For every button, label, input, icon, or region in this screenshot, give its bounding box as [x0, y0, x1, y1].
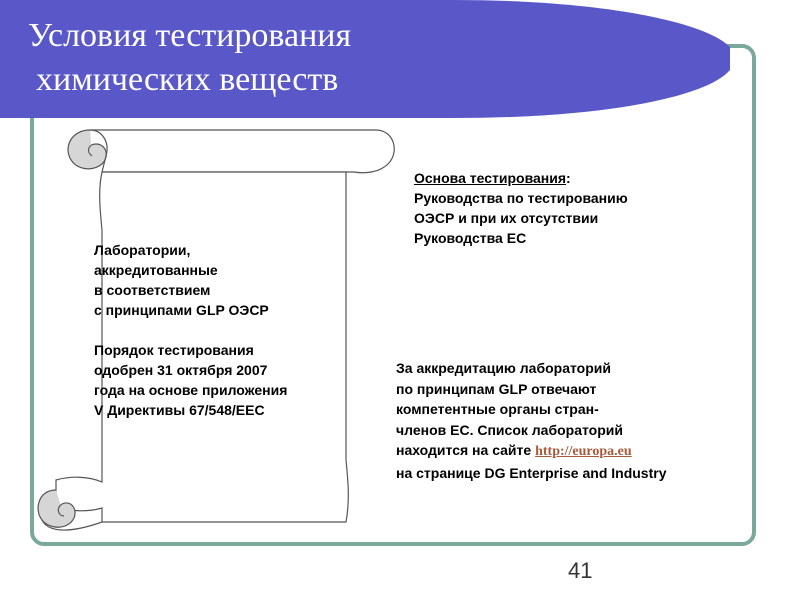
- accreditation-line: на странице DG Enterprise and Industry: [396, 464, 667, 481]
- accreditation-line: по принципам GLP отвечают: [396, 380, 597, 397]
- accreditation-line: За аккредитацию лабораторий: [396, 360, 611, 376]
- accreditation-line: компетентные органы стран-: [396, 401, 599, 417]
- testing-procedure-text: Порядок тестирования одобрен 31 октября 2007 года на основе приложения V Директивы 67/548/ЕЕС: [94, 342, 288, 418]
- testing-basis-line: Руководства ЕС: [414, 230, 527, 246]
- accreditation-line: членов ЕС. Список лабораторий: [396, 421, 623, 438]
- accredited-labs-text: Лаборатории, аккредитованные в соответствием с принципами GLP ОЭСР: [94, 242, 269, 318]
- europa-link[interactable]: http://europa.eu: [535, 444, 632, 459]
- accreditation-info: За аккредитацию лабораторий по принципам GLP отвечают компетентные органы стран- членов ЕС. Список лабораторий находится на сайте http://europa.eu на странице DG Enterprise and Industry: [396, 358, 756, 483]
- title-line-1: Условия тестирования: [28, 17, 352, 54]
- title-line-2: химических веществ: [36, 61, 339, 98]
- testing-basis-line: ОЭСР и при их отсутствии: [414, 210, 599, 226]
- slide-title: [28, 14, 351, 102]
- page-number: 41: [568, 558, 593, 583]
- testing-basis-heading: Основа тестирования: [414, 170, 567, 186]
- testing-basis: Основа тестирования: Руководства по тестированию ОЭСР и при их отсутствии Руководства ЕС: [414, 168, 734, 248]
- scroll-text: [94, 240, 364, 420]
- testing-basis-line: Руководства по тестированию: [414, 190, 628, 206]
